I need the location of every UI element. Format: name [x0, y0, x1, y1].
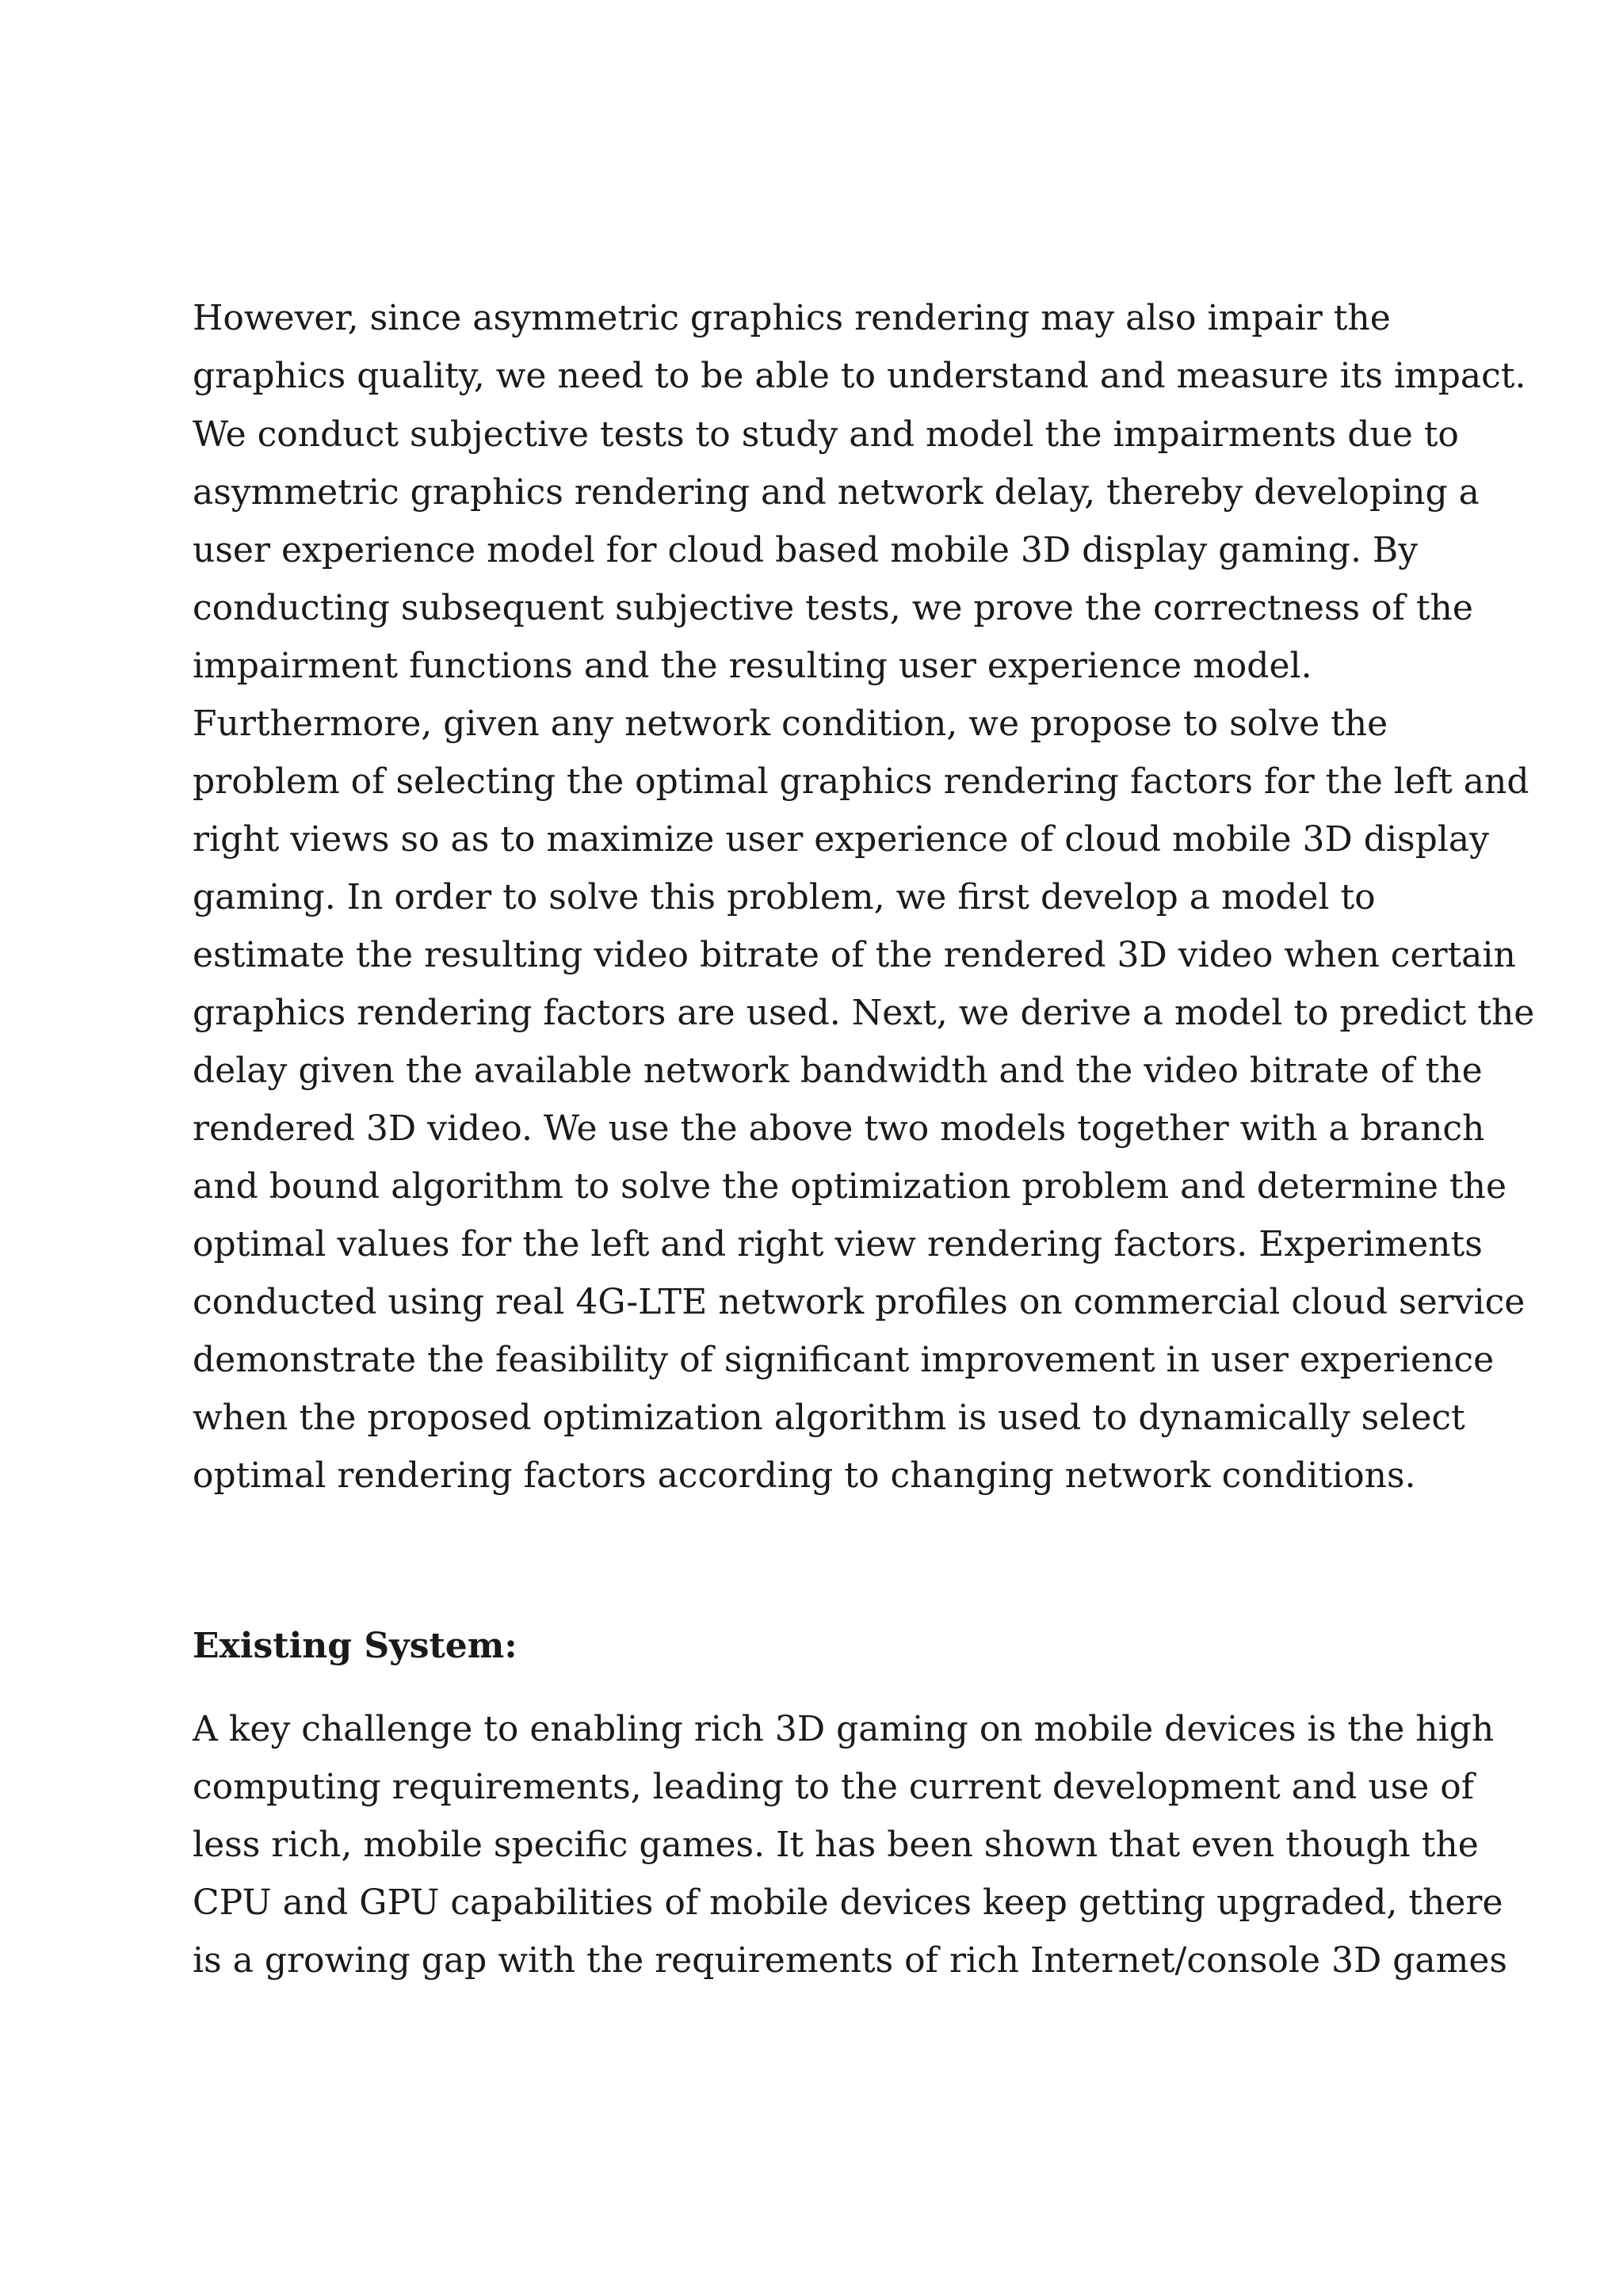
paragraph-line: We conduct subjective tests to study and model the impairments due to: [193, 414, 1459, 455]
paragraph-line: and bound algorithm to solve the optimization problem and determine the: [193, 1166, 1507, 1207]
paragraph-line: CPU and GPU capabilities of mobile devices keep getting upgraded, there: [193, 1882, 1503, 1923]
paragraph-line: computing requirements, leading to the current development and use of: [193, 1767, 1475, 1807]
paragraph-line: impairment functions and the resulting user experience model.: [193, 646, 1312, 686]
paragraph-line: demonstrate the feasibility of significant improvement in user experience: [193, 1340, 1495, 1380]
paragraph-line: when the proposed optimization algorithm is used to dynamically select: [193, 1398, 1465, 1438]
paragraph-line: user experience model for cloud based mobile 3D display gaming. By: [193, 530, 1419, 570]
paragraph-line: is a growing gap with the requirements of rich Internet/console 3D games: [193, 1940, 1508, 1981]
paragraph-line: rendered 3D video. We use the above two models together with a branch: [193, 1108, 1485, 1149]
paragraph-line: conducted using real 4G-LTE network profiles on commercial cloud service: [193, 1282, 1526, 1322]
paragraph-line: graphics rendering factors are used. Next, we derive a model to predict the: [193, 993, 1535, 1033]
paragraph-line: gaming. In order to solve this problem, we first develop a model to: [193, 877, 1376, 917]
paragraph-line: less rich, mobile specific games. It has been shown that even though the: [193, 1825, 1479, 1865]
paragraph-line: asymmetric graphics rendering and network delay, thereby developing a: [193, 472, 1480, 513]
paragraph-line: estimate the resulting video bitrate of the rendered 3D video when certain: [193, 935, 1516, 975]
paragraph-line: right views so as to maximize user experience of cloud mobile 3D display: [193, 819, 1489, 860]
paragraph-line: However, since asymmetric graphics rendering may also impair the: [193, 298, 1391, 338]
paragraph-line: delay given the available network bandwidth and the video bitrate of the: [193, 1051, 1483, 1091]
paragraph-line: A key challenge to enabling rich 3D gaming on mobile devices is the high: [193, 1709, 1495, 1749]
section-heading: Existing System:: [193, 1626, 517, 1666]
paragraph-line: optimal values for the left and right view rendering factors. Experiments: [193, 1224, 1483, 1264]
paragraph-line: optimal rendering factors according to changing network conditions.: [193, 1455, 1416, 1496]
paragraph-line: Furthermore, given any network condition, we propose to solve the: [193, 704, 1388, 744]
paragraph-line: conducting subsequent subjective tests, we prove the correctness of the: [193, 588, 1473, 628]
paragraph-line: problem of selecting the optimal graphics rendering factors for the left and: [193, 761, 1529, 802]
paragraph-line: graphics quality, we need to be able to understand and measure its impact.: [193, 356, 1526, 396]
